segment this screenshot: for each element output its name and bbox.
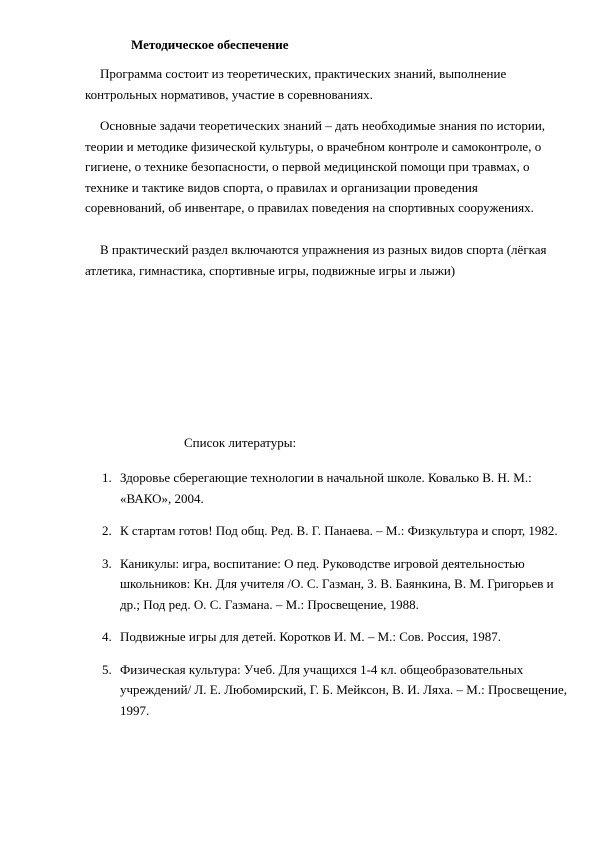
reference-text: Физическая культура: Учеб. Для учащихся 1-4 кл. общеобразовательных учреждений/ Л. Е. Любомирский, Г. Б. Мейксон, В. И. Ляха. – М.: Просвещение, 1997. — [120, 661, 567, 718]
reference-number: 3. — [102, 555, 112, 571]
reference-text: Каникулы: игра, воспитание: О пед. Руководстве игровой деятельностью школьников: Кн. Для учителя /О. С. Газман, З. В. Баянкина, В. М. Григорьев и др.; Под ред. О. С. Газмана. – М.: Просвещение, 1988. — [120, 555, 554, 612]
paragraph-practical-section: В практический раздел включаются упражнения из разных видов спорта (лёгкая атлетика, гимнастика, спортивные игры, подвижные игры и лыжи) — [85, 242, 547, 278]
reference-item — [100, 468, 570, 509]
references-title: Список литературы: — [184, 435, 297, 450]
reference-number: 4. — [102, 629, 112, 644]
references-list — [100, 468, 570, 733]
reference-text: Здоровье сберегающие технологии в начальной школе. Ковалько В. Н. М.: «ВАКО», 2004. — [120, 470, 532, 506]
reference-number: 5. — [102, 661, 112, 677]
section-title: Методическое обеспечение — [131, 37, 289, 52]
reference-item — [100, 627, 570, 648]
reference-item — [100, 554, 570, 616]
paragraph-theory-tasks: Основные задачи теоретических знаний – дать необходимые знания по истории, теории и методике физической культуры, о врачебном контроле и самоконтроле, о гигиене, о технике безопасности, о первой медицинской помощи при травмах, о технике и тактике видов спорта, о правилах и организации проведения соревнований, об инвентаре, о правилах поведения на спортивных сооружениях. — [85, 118, 546, 215]
reference-text: Подвижные игры для детей. Коротков И. М. – М.: Сов. Россия, 1987. — [120, 629, 502, 644]
reference-text: К стартам готов! Под общ. Ред. В. Г. Панаева. – М.: Физкультура и спорт, 1982. — [120, 523, 558, 538]
paragraph-program: Программа состоит из теоретических, практических знаний, выполнение контрольных нормативов, участие в соревнованиях. — [85, 66, 507, 102]
reference-number: 2. — [102, 523, 112, 538]
reference-number: 1. — [102, 470, 112, 485]
reference-item — [100, 660, 570, 722]
reference-item — [100, 521, 570, 542]
